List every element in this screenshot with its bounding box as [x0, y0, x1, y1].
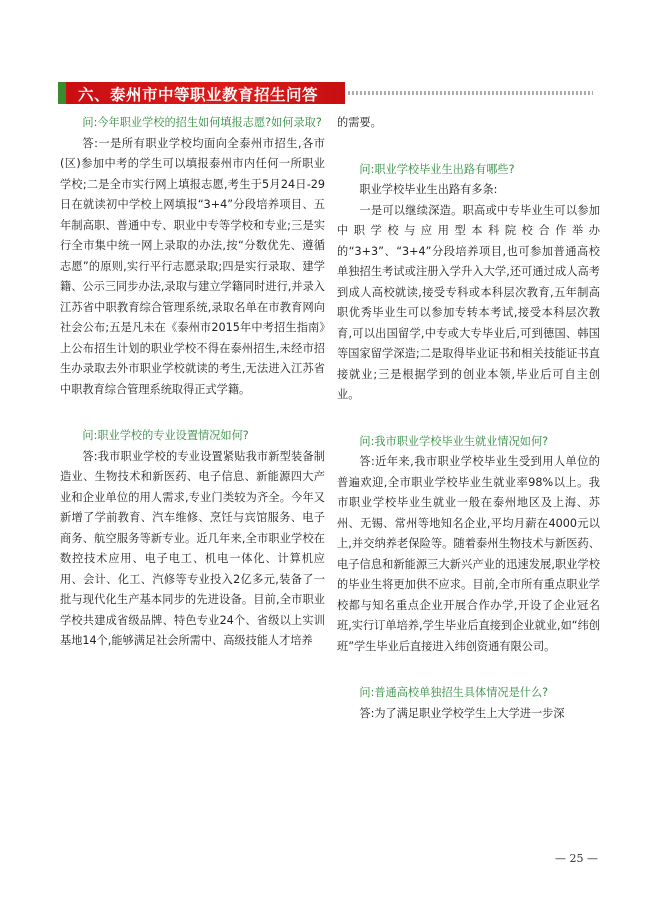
section-title: 六、泰州市中等职业教育招生问答	[78, 86, 319, 104]
answer-enrollment: 答:一是所有职业学校均面向全泰州市招生,各市(区)参加中考的学生可以填报泰州市内任何一所职业学校;二是全市实行网上填报志愿,考生于5月24日-29日在就读初中学校上网填报“3+4”分段培养项目、五年制高职、普通中专、职业中专等学校和专业;三是实行全市集中统一网上录取的办法,按“分数优先、遵循志愿”的原则,实行平行志愿录取;四是实行录取、建学籍、公示三同步办法,录取与建立学籍同时进行,并录入江苏省中职教育综合管理系统,录取名单在市教育网向社会公布;五是凡未在《泰州市2015年中考招生指南》上公布招生计划的职业学校不得在泰州招生,未经市招生办录取去外市职业学校就读的考生,无法进入江苏省中职教育综合管理系统取得正式学籍。	[60, 136, 325, 396]
answer-graduate-paths-intro: 职业学校毕业生出路有多条:	[359, 183, 498, 196]
answer-employment: 答:近年来,我市职业学校毕业生受到用人单位的普遍欢迎,全市职业学校毕业生就业率98%以上。我市职业学校毕业生就业一般在泰州地区及上海、苏州、无锡、常州等地知名企业,平均月薪在4000元以上,并交纳养老保险等。随着泰州生物技术与新医药、电子信息和新能源三大新兴产业的迅速发展,职业学校的毕业生将更加供不应求。目前,全市所有重点职业学校都与知名重点企业开展合作办学,开设了企业冠名班,实行订单培养,学生毕业后直接到企业就业,如“纬创班”学生毕业后直接进入纬创资通有限公司。	[337, 455, 600, 653]
page-number: — 25 —	[555, 852, 598, 865]
question-majors: 问:职业学校的专业设置情况如何?	[82, 429, 249, 442]
answer-independent-admission: 答:为了满足职业学校学生上大学进一步深	[359, 706, 565, 720]
question-employment: 问:我市职业学校毕业生就业情况如何?	[359, 434, 549, 448]
left-column	[60, 113, 325, 652]
answer-majors: 答:我市职业学校的专业设置紧贴我市新型装备制造业、生物技术和新医药、电子信息、新能源四大产业和企业单位的用人需求,专业门类较为齐全。今年又新增了学前教育、汽车维修、烹饪与宾馆服务、电子商务、航空服务等新专业。近几年来,全市职业学校在数控技术应用、电子电工、机电一体化、计算机应用、会计、化工、汽修等专业投入2亿多元,装备了一批与现代化生产基本同步的先进设备。目前,全市职业学校共建成省级品牌、特色专业24个、省级以上实训基地14个,能够满足社会所需中、高级技能人才培养	[60, 449, 325, 647]
question-enrollment: 问:今年职业学校的招生如何填报志愿?如何录取?	[82, 116, 322, 129]
question-graduate-paths: 问:职业学校毕业生出路有哪些?	[359, 162, 515, 176]
answer-graduate-paths: 一是可以继续深造。职高或中专毕业生可以参加中职学校与应用型本科院校合作举办的“3+3”、“3+4”分段培养项目,也可参加普通高校单独招生考试或注册入学升入大学,还可通过成人高考到成人高校就读,接受专科或本科层次教育,五年制高职优秀毕业生可以参加专转本考试,接受本科层次教育,可以出国留学,中专或大专毕业后,可到德国、韩国等国家留学深造;二是取得毕业证书和相关技能证书直接就业;三是根据学到的创业本领,毕业后可自主创业。	[337, 203, 600, 401]
banner-green-accent	[58, 82, 66, 104]
answer-majors-continued: 的需要。	[337, 116, 382, 129]
right-column	[337, 113, 600, 724]
section-banner	[58, 82, 593, 104]
banner-dotted-rule	[348, 91, 593, 95]
question-independent-admission: 问:普通高校单独招生具体情况是什么?	[359, 686, 549, 699]
